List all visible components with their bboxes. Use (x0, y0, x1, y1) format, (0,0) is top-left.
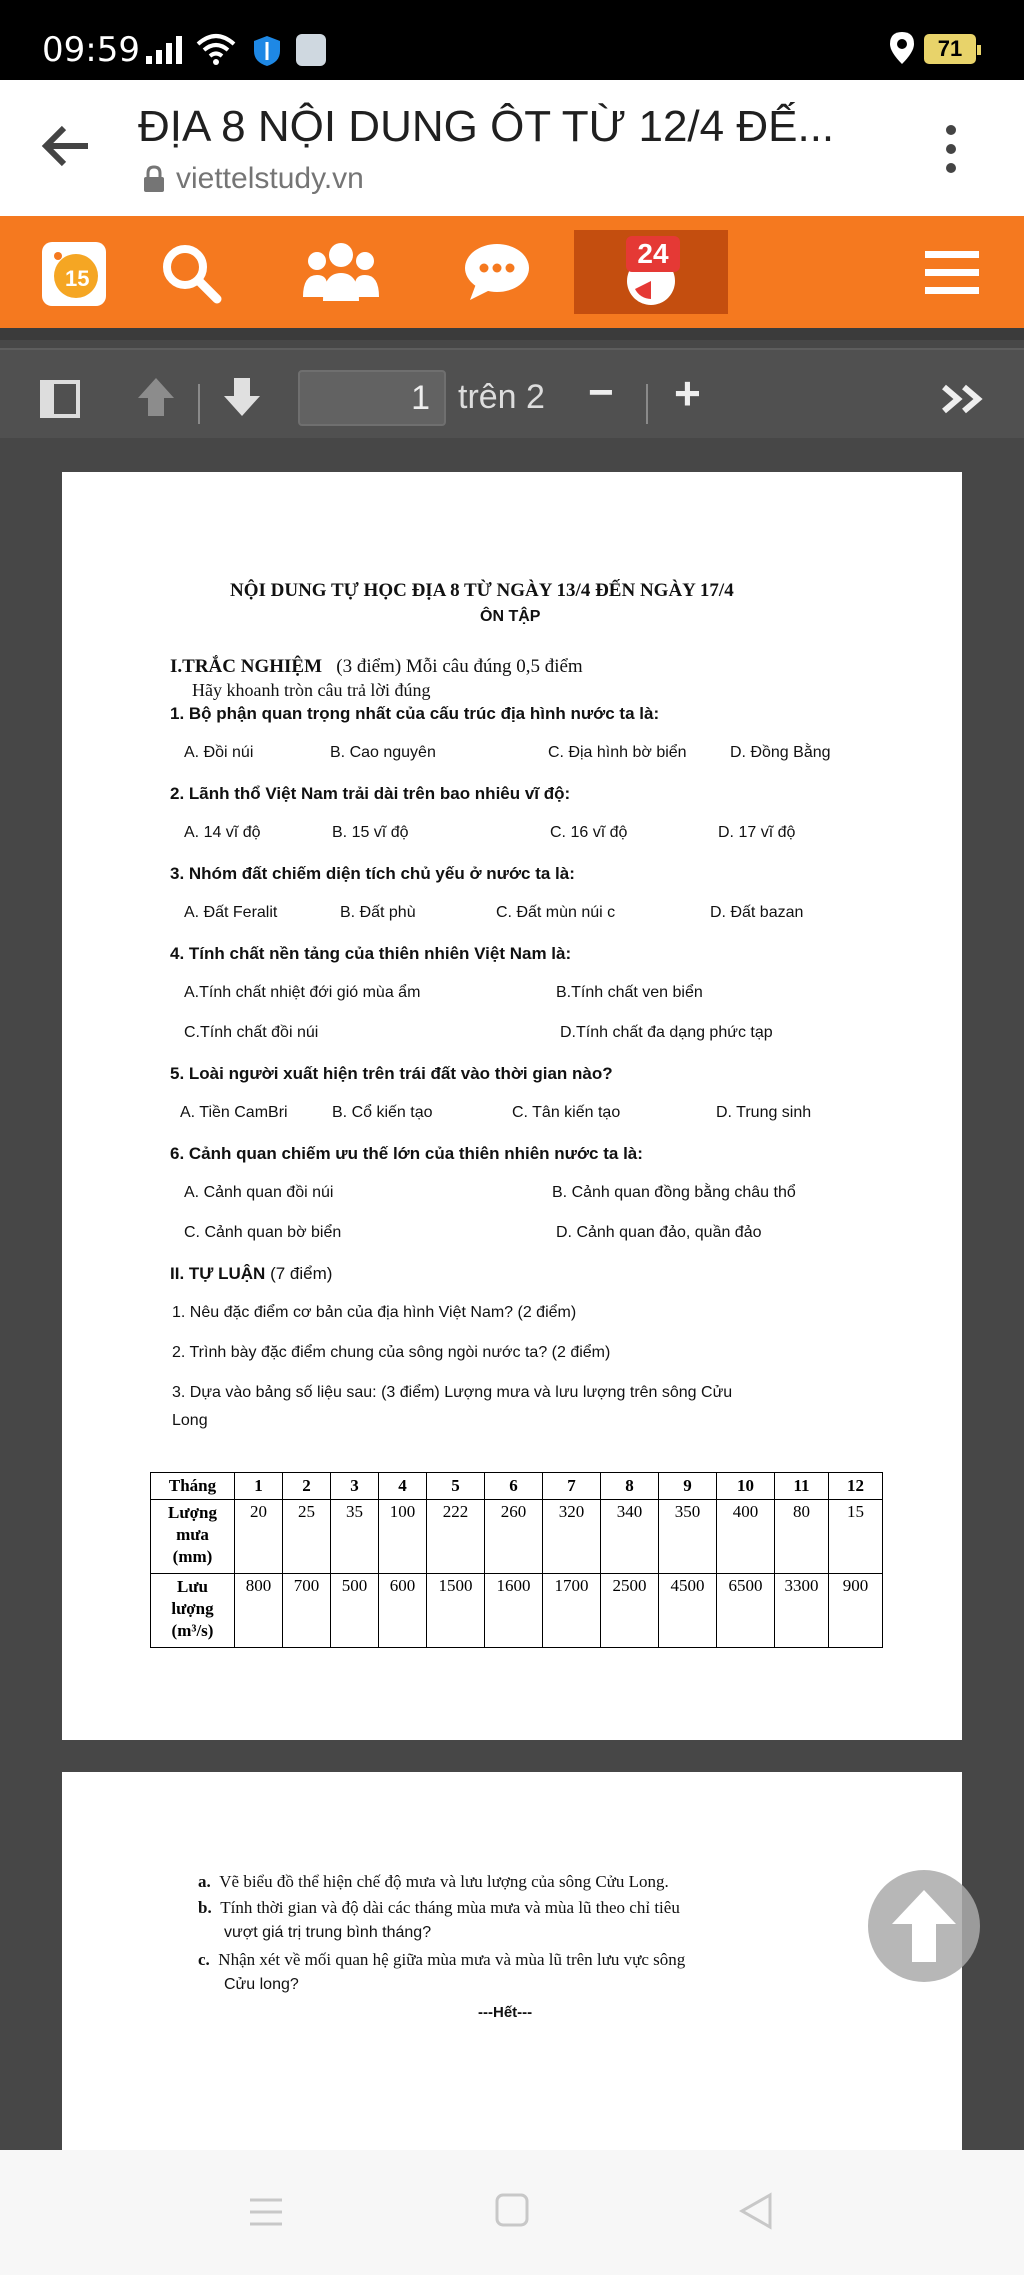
table-header-cell: 9 (659, 1473, 717, 1500)
table-cell: 1600 (485, 1574, 543, 1648)
table-cell: 6500 (717, 1574, 775, 1648)
table-cell: 20 (235, 1500, 283, 1574)
table-cell: 15 (829, 1500, 883, 1574)
table-cell: 1700 (543, 1574, 601, 1648)
answer-option: A. Tiền CamBri (180, 1104, 288, 1121)
section1-instruction: Hãy khoanh tròn câu trả lời đúng (192, 680, 431, 700)
search-icon (157, 239, 223, 305)
table-cell: 222 (427, 1500, 485, 1574)
pdf-toolbar (0, 348, 1024, 438)
answer-option: A. Đất Feralit (184, 904, 278, 921)
browser-url-bar (0, 80, 1024, 216)
chat-icon (462, 240, 532, 304)
answer-option: A. 14 vĩ độ (184, 824, 261, 841)
double-chevron-right-icon[interactable] (940, 384, 984, 414)
notification-badge: 24 (626, 236, 680, 272)
table-cell: 25 (283, 1500, 331, 1574)
task-item: c. Nhận xét về mối quan hệ giữa mùa mưa và mùa lũ trên lưu vực sông (198, 1950, 686, 1969)
answer-option: C. Tân kiến tạo (512, 1104, 621, 1121)
essay-question: 1. Nêu đặc điểm cơ bản của địa hình Việt Nam? (2 điểm) (172, 1304, 577, 1321)
task-item: b. Tính thời gian và độ dài các tháng mùa mưa và mùa lũ theo chỉ tiêu (198, 1898, 680, 1917)
previous-page-icon[interactable] (136, 376, 176, 418)
wifi-icon (196, 32, 236, 66)
question-3: 3. Nhóm đất chiếm diện tích chủ yếu ở nước ta là: (170, 864, 575, 883)
question-5: 5. Loài người xuất hiện trên trái đất vào thời gian nào? (170, 1064, 613, 1083)
status-time: 09:59 (42, 30, 140, 70)
toolbar-separator (198, 384, 200, 424)
essay-question: 2. Trình bày đặc điểm chung của sông ngòi nước ta? (2 điểm) (172, 1344, 611, 1361)
table-header-cell: 12 (829, 1473, 883, 1500)
back-icon[interactable] (738, 2192, 774, 2230)
table-header-cell: 3 (331, 1473, 379, 1500)
nav-community[interactable] (296, 232, 386, 312)
hamburger-menu-icon (923, 247, 981, 297)
doc-title: NỘI DUNG TỰ HỌC ĐỊA 8 TỪ NGÀY 13/4 ĐẾN NGÀY 17/4 (230, 580, 734, 601)
answer-option: C. Cảnh quan bờ biển (184, 1224, 342, 1241)
question-1: 1. Bộ phận quan trọng nhất của cấu trúc địa hình nước ta là: (170, 704, 660, 723)
location-icon (888, 30, 916, 66)
answer-option: A.Tính chất nhiệt đới gió mùa ẩm (184, 984, 421, 1001)
sidebar-toggle-icon[interactable] (40, 380, 80, 418)
table-cell: 400 (717, 1500, 775, 1574)
table-row-label: Lượng mưa (mm) (151, 1500, 235, 1574)
table-row (151, 1473, 883, 1500)
status-bar (0, 0, 1024, 80)
section1-heading (170, 656, 583, 678)
section2-title: II. TỰ LUẬN (170, 1264, 266, 1283)
answer-option: C. Đất mùn núi c (496, 904, 616, 921)
question-2: 2. Lãnh thổ Việt Nam trải dài trên bao nhiêu vĩ độ: (170, 784, 571, 803)
signal-icon (146, 34, 186, 64)
app-notification-icon (296, 34, 326, 66)
table-header-cell: 7 (543, 1473, 601, 1500)
table-cell: 80 (775, 1500, 829, 1574)
table-cell: 4500 (659, 1574, 717, 1648)
task-item: a. Vẽ biểu đồ thể hiện chế độ mưa và lưu lượng của sông Cửu Long. (198, 1872, 669, 1891)
table-cell: 100 (379, 1500, 427, 1574)
answer-option: D. Trung sinh (716, 1104, 812, 1121)
table-cell: 700 (283, 1574, 331, 1648)
data-table (150, 1472, 883, 1648)
logo-icon (46, 246, 102, 302)
table-row (151, 1574, 883, 1648)
zoom-out-button[interactable]: − (588, 368, 614, 417)
table-cell: 320 (543, 1500, 601, 1574)
table-cell: 340 (601, 1500, 659, 1574)
pdf-page-2[interactable] (62, 1772, 962, 2152)
home-icon[interactable] (494, 2192, 530, 2228)
section2-heading (170, 1264, 332, 1284)
section1-note: (3 điểm) Mỗi câu đúng 0,5 điểm (336, 656, 583, 677)
url-domain[interactable]: viettelstudy.vn (176, 162, 364, 195)
pdf-page-1[interactable] (62, 472, 962, 1740)
battery-icon: 71 (924, 34, 976, 64)
doc-subtitle: ÔN TẬP (480, 608, 541, 625)
essay-question-cont: Long (172, 1412, 208, 1429)
task-item-cont: vượt giá trị trung bình tháng? (224, 1924, 432, 1941)
section2-note: (7 điểm) (270, 1264, 333, 1283)
answer-option: D. Đồng Bằng (730, 744, 831, 761)
table-header-cell: 6 (485, 1473, 543, 1500)
answer-option: D. Cảnh quan đảo, quần đảo (556, 1224, 762, 1241)
nav-24h[interactable] (574, 230, 728, 314)
table-header-cell: 5 (427, 1473, 485, 1500)
table-header-cell: 4 (379, 1473, 427, 1500)
end-marker: ---Hết--- (478, 2004, 533, 2021)
table-header-cell: 1 (235, 1473, 283, 1500)
nav-search[interactable] (150, 232, 230, 312)
table-cell: 350 (659, 1500, 717, 1574)
question-4: 4. Tính chất nền tảng của thiên nhiên Việt Nam là: (170, 944, 572, 963)
shield-icon (252, 34, 282, 68)
zoom-in-button[interactable]: + (674, 367, 701, 419)
answer-option: B. 15 vĩ độ (332, 824, 409, 841)
section1-title: I.TRẮC NGHIỆM (170, 656, 323, 677)
answer-option: D.Tính chất đa dạng phức tạp (560, 1024, 773, 1041)
answer-option: D. Đất bazan (710, 904, 804, 921)
answer-option: B. Đất phù (340, 904, 416, 921)
site-nav-bar (0, 216, 1024, 328)
page-total-label: trên 2 (458, 378, 545, 416)
table-row-label: Lưu lượng (m³/s) (151, 1574, 235, 1648)
table-header-cell: 10 (717, 1473, 775, 1500)
answer-option: B.Tính chất ven biển (556, 984, 703, 1001)
table-cell: 500 (331, 1574, 379, 1648)
answer-option: A. Đồi núi (184, 744, 254, 761)
table-cell: 600 (379, 1574, 427, 1648)
table-row (151, 1500, 883, 1574)
table-cell: 900 (829, 1574, 883, 1648)
answer-option: C.Tính chất đồi núi (184, 1024, 319, 1041)
answer-option: C. 16 vĩ độ (550, 824, 628, 841)
toolbar-separator (646, 384, 648, 424)
table-cell: 3300 (775, 1574, 829, 1648)
table-cell: 2500 (601, 1574, 659, 1648)
system-nav-bar (0, 2150, 1024, 2275)
back-arrow-icon[interactable] (40, 124, 90, 168)
task-item-cont: Cửu long? (224, 1976, 299, 1993)
page-number-input[interactable]: 1 (298, 370, 446, 426)
table-header-label: Tháng (151, 1473, 235, 1500)
table-cell: 800 (235, 1574, 283, 1648)
essay-question: 3. Dựa vào bảng số liệu sau: (3 điểm) Lượng mưa và lưu lượng trên sông Cửu (172, 1384, 733, 1401)
page-title[interactable]: ĐỊA 8 NỘI DUNG ÔT TỪ 12/4 ĐẾ... (138, 102, 835, 151)
answer-option: A. Cảnh quan đồi núi (184, 1184, 334, 1201)
answer-option: B. Cổ kiến tạo (332, 1104, 433, 1121)
table-header-cell: 2 (283, 1473, 331, 1500)
arrow-up-icon (868, 1870, 980, 1982)
more-options-icon[interactable] (944, 124, 958, 174)
site-logo[interactable] (42, 242, 106, 306)
recent-apps-icon[interactable] (248, 2194, 284, 2230)
scroll-to-top-button[interactable] (868, 1870, 980, 1982)
table-header-cell: 11 (775, 1473, 829, 1500)
nav-menu[interactable] (912, 232, 992, 312)
table-cell: 35 (331, 1500, 379, 1574)
svg-text:15: 15 (65, 266, 90, 291)
table-cell: 1500 (427, 1574, 485, 1648)
answer-option: B. Cảnh quan đồng bằng châu thổ (552, 1184, 796, 1201)
answer-option: B. Cao nguyên (330, 744, 436, 761)
answer-option: D. 17 vĩ độ (718, 824, 796, 841)
question-6: 6. Cảnh quan chiếm ưu thế lớn của thiên nhiên nước ta là: (170, 1144, 643, 1163)
users-icon (301, 237, 381, 307)
nav-chat[interactable] (452, 232, 542, 312)
next-page-icon[interactable] (222, 376, 262, 418)
answer-option: C. Địa hình bờ biển (548, 744, 687, 761)
table-cell: 260 (485, 1500, 543, 1574)
table-header-cell: 8 (601, 1473, 659, 1500)
